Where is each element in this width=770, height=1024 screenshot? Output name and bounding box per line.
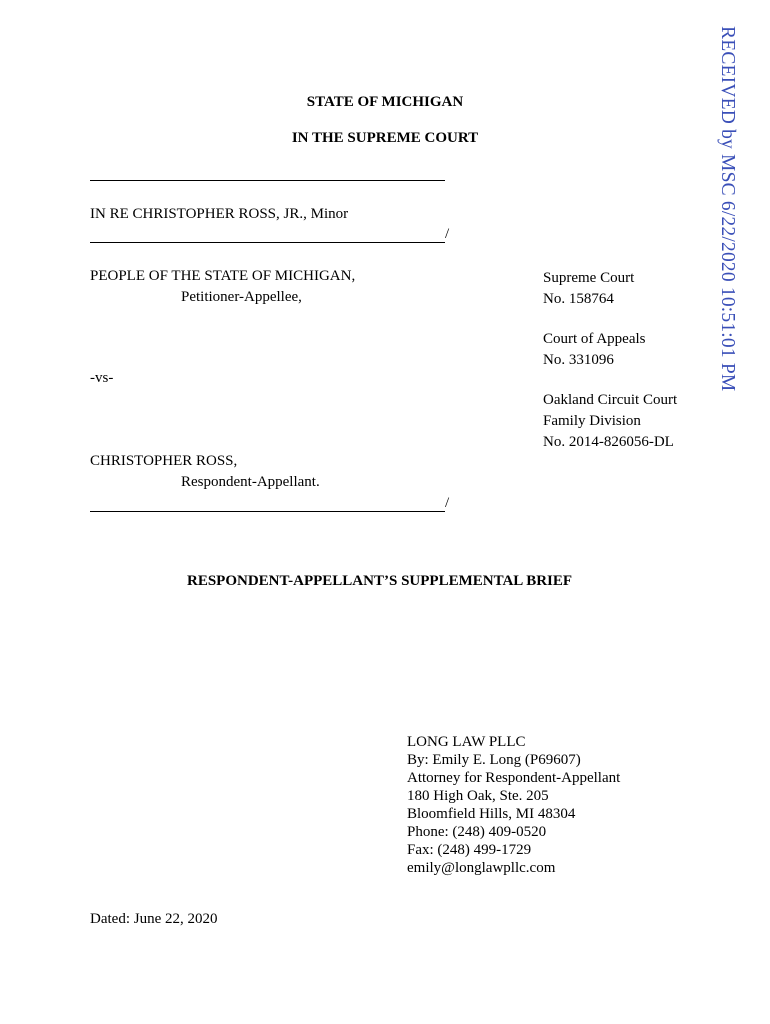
court-heading: IN THE SUPREME COURT xyxy=(291,130,479,146)
counsel-phone: Phone: (248) 409-0520 xyxy=(407,824,547,840)
court-of-appeals-number xyxy=(543,329,646,371)
counsel-street: 180 High Oak, Ste. 205 xyxy=(407,788,549,804)
caption-bottom-rule-slash: / xyxy=(445,495,450,511)
counsel-role: Attorney for Respondent-Appellant xyxy=(407,770,621,786)
circuit-court-number xyxy=(543,390,677,453)
received-stamp: RECEIVED by MSC 6/22/2020 10:51:01 PM xyxy=(717,26,738,392)
petitioner-role: Petitioner-Appellee, xyxy=(181,289,302,305)
circuit-court-docket: No. 2014-826056-DL xyxy=(543,434,674,450)
circuit-court-label: Oakland Circuit Court xyxy=(543,392,678,408)
caption-top-rule xyxy=(90,180,445,181)
counsel-email: emily@longlawpllc.com xyxy=(407,860,556,876)
supreme-court-docket: No. 158764 xyxy=(543,291,614,307)
in-re-rule xyxy=(90,242,445,243)
counsel-firm: LONG LAW PLLC xyxy=(407,734,526,750)
court-of-appeals-docket: No. 331096 xyxy=(543,352,614,368)
brief-title: RESPONDENT-APPELLANT’S SUPPLEMENTAL BRIEF xyxy=(187,573,573,589)
supreme-court-label: Supreme Court xyxy=(543,270,635,286)
counsel-city: Bloomfield Hills, MI 48304 xyxy=(407,806,576,822)
circuit-court-division: Family Division xyxy=(543,413,641,429)
respondent-name: CHRISTOPHER ROSS, xyxy=(90,453,238,469)
court-of-appeals-label: Court of Appeals xyxy=(543,331,646,347)
respondent-role: Respondent-Appellant. xyxy=(181,474,320,490)
caption-bottom-rule xyxy=(90,511,445,512)
counsel-block xyxy=(407,733,620,877)
versus-label: -vs- xyxy=(90,370,114,386)
in-re-rule-slash: / xyxy=(445,226,450,242)
counsel-fax: Fax: (248) 499-1729 xyxy=(407,842,532,858)
in-re-line: IN RE CHRISTOPHER ROSS, JR., Minor xyxy=(90,206,349,222)
petitioner-name: PEOPLE OF THE STATE OF MICHIGAN, xyxy=(90,268,356,284)
counsel-attorney: By: Emily E. Long (P69607) xyxy=(407,752,581,768)
supreme-court-number xyxy=(543,268,634,310)
dated-line: Dated: June 22, 2020 xyxy=(90,911,218,927)
state-heading: STATE OF MICHIGAN xyxy=(306,94,464,110)
